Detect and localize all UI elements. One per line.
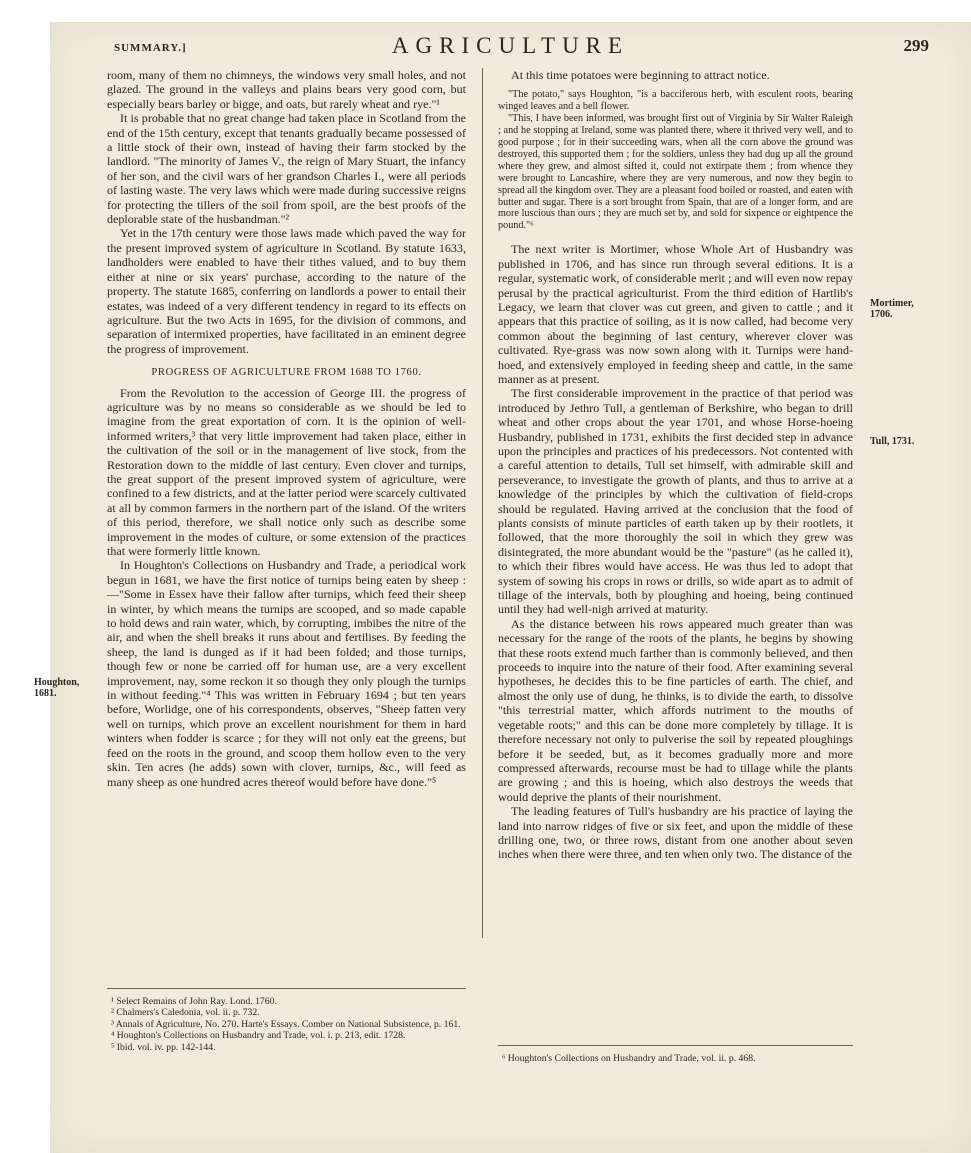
- page-title: AGRICULTURE: [391, 33, 630, 58]
- footnote: ⁴ Houghton's Collections on Husbandry and Trade, vol. i. p. 213, edit. 1728.: [111, 1030, 406, 1042]
- body-paragraph: Yet in the 17th century were those laws made which paved the way for the present improved system of agriculture in Scotland. By statute 1633, landholders were enabled to have their tithes valued, and to buy them either at nine or six years' purchase, according to the nature of the property. The statute 1685, conferring on landlords a power to entail their estates, was indeed of a very different tendency in regard to its effects on agriculture. But the two Acts in 1695, for the division of commons, and separation of intermixed properties, have facilitated in an eminent degree the progress of improvement.: [107, 226, 466, 356]
- margin-note-tull: Tull, 1731.: [870, 436, 915, 447]
- footnote: ¹ Select Remains of John Ray. Lond. 1760.: [111, 996, 277, 1007]
- book-page: [34, 22, 971, 1153]
- body-paragraph: In Houghton's Collections on Husbandry and Trade, a periodical work begun in 1681, we have the first notice of turnips being eaten by sheep :—"Some in Essex have their fallow after turnips, which feed their sheep in winter, by which means the turnips are scooped, and so made capable to hold dews and rain water, which, by corrupting, imbibes the nitre of the air, and when the shell breaks it runs about and fertilises. By feeding the sheep, the land is dunged as if it had been folded; and those turnips, though few or none be carried off for human use, are a very excellent improvement, nay, some reckon it so though they only plough the turnips in without feeding."⁴ This was written in February 1694 ; but ten years before, Worlidge, one of his correspondents, observes, "Sheep fatten very well on turnips, which prove an excellent nourishment for them in hard winters when fodder is scarce ; for they will not only eat the greens, but feed on the roots in the ground, and scoop them hollow even to the very skin. Ten acres (he adds) sown with clover, turnips, &c., will feed as many sheep as one hundred acres thereof would before have done."⁵: [107, 558, 466, 789]
- left-column: [107, 68, 466, 789]
- body-paragraph: It is probable that no great change had taken place in Scotland from the end of the 15th century, except that tenants gradually became possessed of a little stock of their own, instead of having their farm stocked by the landlord. "The minority of James V., the reign of Mary Stuart, the infancy of her son, and the civil wars of her grandson Charles I., were all periods of lasting waste. The very laws which were made during successive reigns for protecting the tillers of the soil from spoil, are the best proofs of the deplorable state of the husbandman."²: [107, 111, 466, 227]
- quote-block: [498, 89, 853, 232]
- body-paragraph: The leading features of Tull's husbandry are his practice of laying the land into narrow ridges of five or six feet, and upon the middle of these drilling one, two, or three rows, distant from one another about seven inches when there were three, and ten when only two. The distance of the: [498, 804, 853, 862]
- margin-note-houghton: Houghton, 1681.: [34, 677, 80, 699]
- page-number: 299: [903, 36, 929, 55]
- body-paragraph: room, many of them no chimneys, the windows very small holes, and not glazed. The ground in the valleys and plains bears very good corn, but especially bears barley or bigge, and oats, but rarely wheat and rye."¹: [107, 68, 466, 111]
- footnote: ⁵ Ibid. vol. iv. pp. 142-144.: [111, 1041, 216, 1053]
- footnote-rule: [498, 1045, 853, 1046]
- footnote-rule: [107, 988, 466, 989]
- footnotes-left: [107, 996, 466, 1053]
- footnote: ³ Annals of Agriculture, No. 270. Harte's Essays. Comber on National Subsistence, p. 161.: [111, 1018, 461, 1030]
- quote-paragraph: "The potato," says Houghton, "is a bacciferous herb, with esculent roots, bearing winged leaves and a bell flower.: [498, 89, 853, 113]
- footnotes-right: [498, 1053, 853, 1064]
- margin-note-mortimer: Mortimer, 1706.: [870, 298, 914, 320]
- running-head: SUMMARY.]: [114, 42, 187, 54]
- body-paragraph: The next writer is Mortimer, whose Whole Art of Husbandry was published in 1706, and has since run through several editions. It is a regular, systematic work, of considerable merit ; and will even now repay perusal by the practical agriculturist. From the third edition of Hartlib's Legacy, we learn that clover was cut green, and given to cattle ; and it appears that this practice of soiling, as it is now called, had become very common about the beginning of last century, wherever clover was cultivated. Rye-grass was now sown along with it. Turnips were hand-hoed, and extensively employed in feeding sheep and cattle, in the same manner as at present.: [498, 242, 853, 386]
- body-paragraph: At this time potatoes were beginning to attract notice.: [511, 68, 770, 82]
- page-header: [50, 22, 971, 66]
- body-paragraph: The first considerable improvement in the practice of that period was introduced by Jethro Tull, a gentleman of Berkshire, who began to drill wheat and other crops about the year 1701, and whose Horse-hoeing Husbandry, published in 1731, exhibits the first decided step in advance upon the principles and practices of his predecessors. Not contented with a careful attention to details, Tull set himself, with admirable skill and perseverance, to investigate the growth of plants, and thus to arrive at a knowledge of the principles by which the cultivation of field-crops should be regulated. Having arrived at the conclusion that the food of plants consists of minute particles of earth taken up by their rootlets, it followed, that the more thoroughly the soil in which they grew was disintegrated, the more abundant would be the "pasture" (as he called it), to which their fibres would have access. He was thus led to adopt that system of sowing his crops in rows or drills, so wide apart as to admit of tillage of the intervals, both by ploughing and hoeing, being continued until they had well-nigh arrived at maturity.: [498, 386, 853, 617]
- section-heading: PROGRESS OF AGRICULTURE FROM 1688 TO 1760.: [151, 367, 422, 379]
- quote-paragraph: "This, I have been informed, was brought first out of Virginia by Sir Walter Raleigh ; and he stopping at Ireland, some was planted there, where it thrived very well, and to good purpose ; for in their succeeding wars, when all the corn above the ground was destroyed, this supported them ; for the soldiers, unless they had dug up all the ground where they grew, and almost sifted it, could not extirpate them ; from whence they were brought to Lancashire, where they are very numerous, and now they begin to spread all the kingdom over. They are a pleasant food boiled or roasted, and eaten with butter and sugar. There is a sort brought from Spain, that are of a longer form, and are more luscious than ours ; they are much set by, and sold for sixpence or eightpence the pound."⁶: [498, 113, 853, 232]
- column-divider: [482, 68, 483, 938]
- body-paragraph: As the distance between his rows appeared much greater than was necessary for the range of the roots of the plants, he begins by showing that these roots extend much farther than is commonly believed, and then proceeds to inquire into the nature of their food. After examining several hypotheses, he decides this to be fine particles of earth. The chief, and almost the only use of dung, he thinks, is to divide the earth, to dissolve "this terrestrial matter, which affords nutriment to the mouths of vegetable roots;" and this can be done more completely by tillage. It is therefore necessary not only to pulverise the soil by repeated ploughings before it be seeded, but, as it becomes gradually more and more compressed afterwards, recourse must be had to tillage while the plants are growing ; and this is hoeing, which also destroys the weeds that would deprive the plants of their nourishment.: [498, 616, 853, 804]
- right-column: [498, 68, 853, 862]
- footnote: ⁶ Houghton's Collections on Husbandry and Trade, vol. ii. p. 468.: [502, 1053, 756, 1064]
- body-paragraph: From the Revolution to the accession of George III. the progress of agriculture was by no means so considerable as we should be led to imagine from the great exportation of corn. It is the opinion of well-informed writers,³ that very little improvement had taken place, either in the cultivation of the soil or in the management of live stock, from the Restoration down to the middle of last century. Even clover and turnips, the great support of the present improved system of agriculture, were confined to a few districts, and at the latter period were scarcely cultivated at all by common farmers in the northern part of the island. Of the writers of this period, therefore, we shall notice only such as describe some improvement in the modes of culture, or some extension of the practices that were formerly little known.: [107, 385, 466, 558]
- footnote: ² Chalmers's Caledonia, vol. ii. p. 732.: [111, 1007, 260, 1019]
